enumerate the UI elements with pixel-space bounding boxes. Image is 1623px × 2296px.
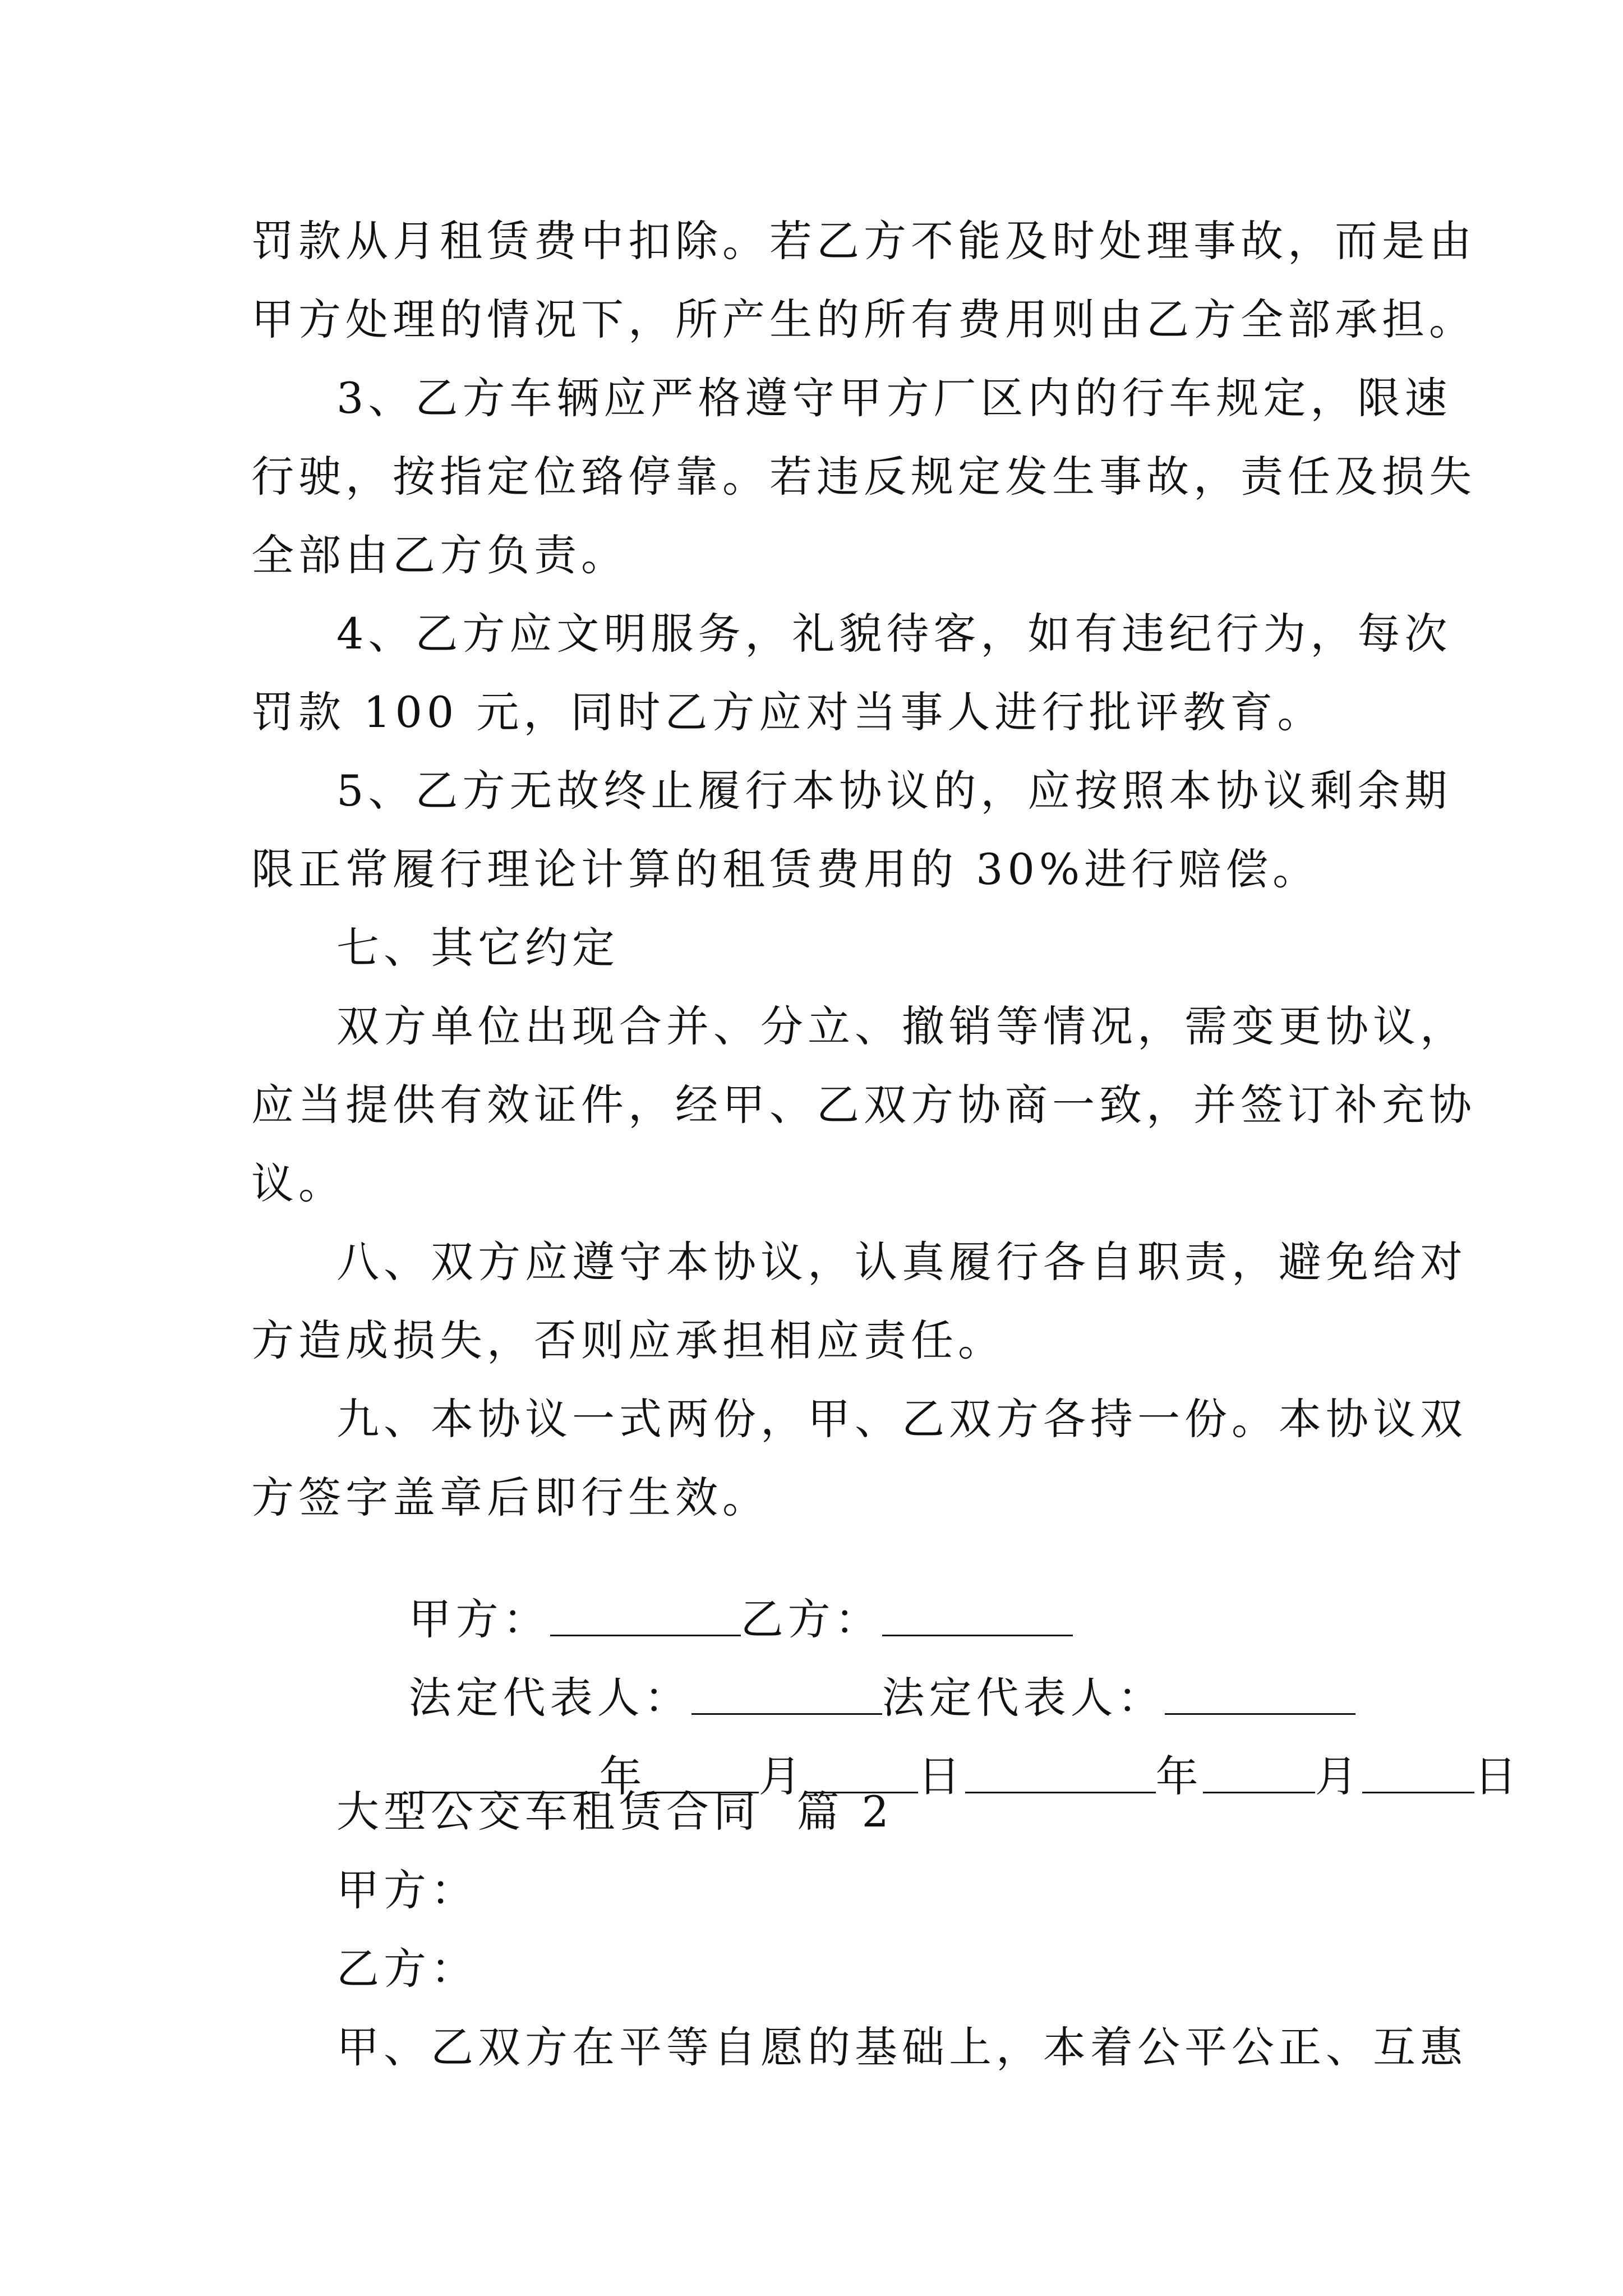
rep-a-blank [691, 1678, 882, 1715]
party-b-label: 乙方： [740, 1594, 882, 1644]
paragraph-line: 全部由乙方负责。 [251, 530, 628, 580]
paragraph-line: 双方单位出现合并、分立、撤销等情况，需变更协议， [336, 1001, 1467, 1051]
month-label: 月 [1315, 1751, 1362, 1801]
date-b-day-blank [1362, 1757, 1474, 1793]
paragraph-line: 八、双方应遵守本协议，认真履行各自职责，避免给对 [336, 1237, 1467, 1287]
paragraph-line: 4、乙方应文明服务，礼貌待客，如有违纪行为，每次 [336, 609, 1452, 659]
paragraph-line: 罚款 100 元，同时乙方应对当事人进行批评教育。 [251, 687, 1325, 737]
paragraph-line: 限正常履行理论计算的租赁费用的 30%进行赔偿。 [251, 844, 1320, 894]
paragraph-line: 行驶，按指定位臵停靠。若违反规定发生事故，责任及损失 [251, 452, 1476, 501]
paragraph-line: 九、本协议一式两份，甲、乙双方各持一份。本协议双 [336, 1394, 1467, 1444]
paragraph-line: 议。 [251, 1158, 345, 1208]
section2-party-b: 乙方： [336, 1944, 478, 1994]
rep-b-blank [1165, 1678, 1355, 1715]
rep-a-label: 法定代表人： [408, 1673, 691, 1723]
paragraph-line: 3、乙方车辆应严格遵守甲方厂区内的行车规定，限速 [336, 373, 1452, 423]
rep-b-label: 法定代表人： [882, 1673, 1165, 1723]
year-label: 年 [599, 1751, 647, 1801]
party-a-label: 甲方： [408, 1594, 550, 1644]
paragraph-line: 罚款从月租赁费中扣除。若乙方不能及时处理事故，而是由 [251, 216, 1476, 266]
section2-intro: 甲、乙双方在平等自愿的基础上，本着公平公正、互惠 [336, 2022, 1467, 2072]
paragraph-line: 应当提供有效证件，经甲、乙双方协商一致，并签订补充协 [251, 1080, 1476, 1130]
date-b-month-blank [1203, 1757, 1315, 1793]
paragraph-line: 5、乙方无故终止履行本协议的，应按照本协议剩余期 [336, 766, 1452, 816]
party-a-blank [550, 1600, 741, 1636]
paragraph-line: 甲方处理的情况下，所产生的所有费用则由乙方全部承担。 [251, 295, 1476, 344]
date-b-year-blank [965, 1757, 1156, 1793]
section2-party-a: 甲方： [336, 1865, 478, 1915]
day-label: 日 [917, 1751, 965, 1801]
year-label: 年 [1155, 1751, 1203, 1801]
month-label: 月 [758, 1751, 806, 1801]
paragraph-line: 方签字盖章后即行生效。 [251, 1473, 769, 1522]
day-label: 日 [1474, 1751, 1521, 1801]
party-b-blank [882, 1600, 1073, 1636]
section-heading: 七、其它约定 [336, 923, 619, 973]
section2-title: 大型公交车租赁合同 篇 2 [336, 1787, 893, 1837]
paragraph-line: 方造成损失，否则应承担相应责任。 [251, 1315, 1005, 1365]
